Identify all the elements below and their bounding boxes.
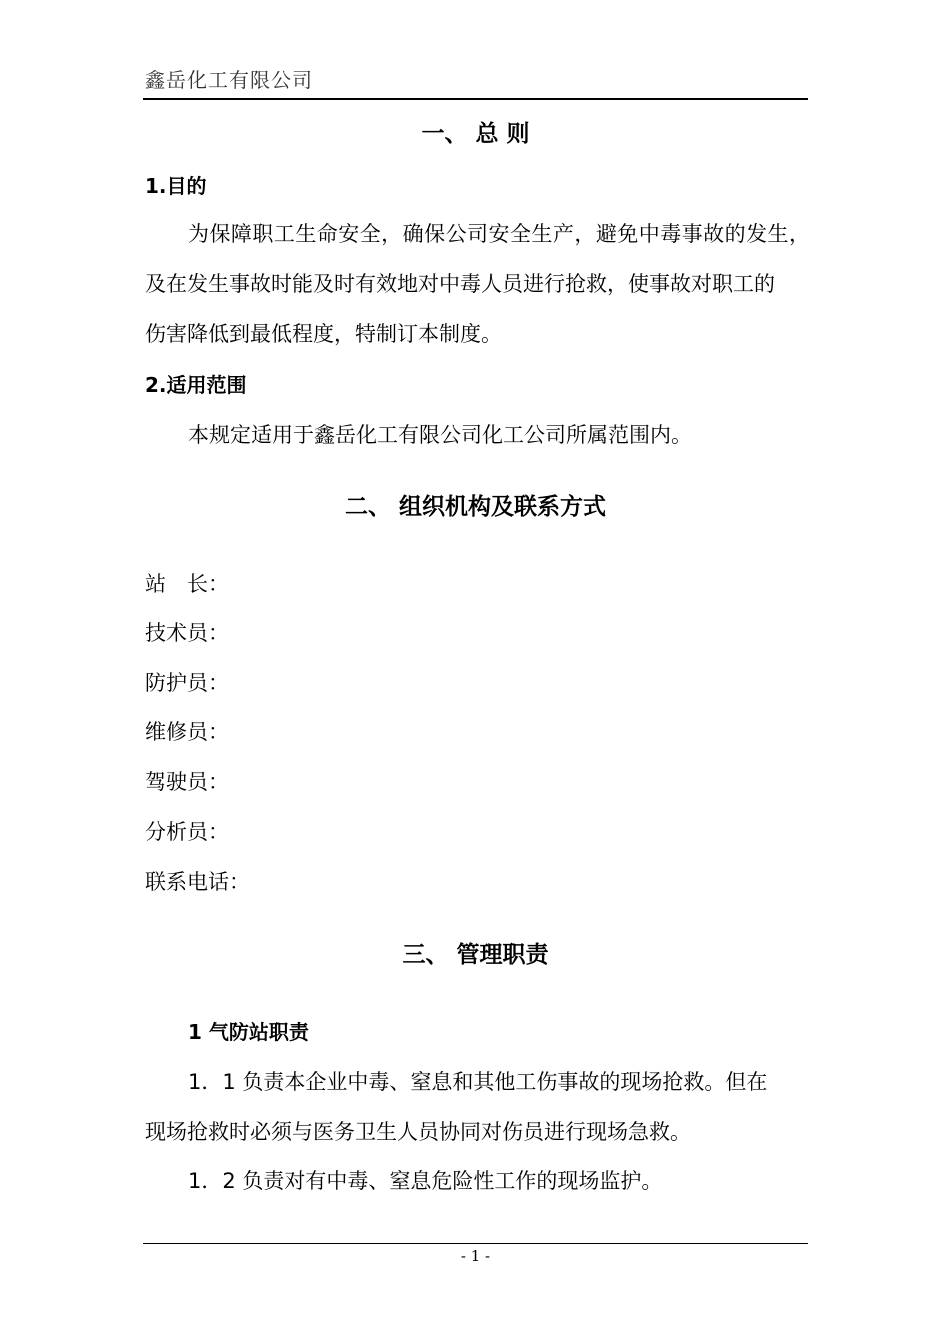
field-analyst: 分析员： [145,820,229,844]
gas-defense-heading: 1 气防站职责 [188,1020,309,1044]
field-protector: 防护员： [145,671,229,695]
scope-text: 本规定适用于鑫岳化工有限公司化工公司所属范围内。 [188,423,692,447]
scope-heading: 2.适用范围 [145,373,247,397]
item-1-2: 1．2 负责对有中毒、窒息危险性工作的现场监护。 [188,1169,663,1193]
header-divider [143,98,808,100]
item-1-1-line-2: 现场抢救时必须与医务卫生人员协同对伤员进行现场急救。 [145,1120,691,1144]
field-phone: 联系电话： [145,870,250,894]
purpose-heading: 1.目的 [145,174,207,198]
page-number: - 1 - [460,1247,491,1265]
section-title-organization: 二、 组织机构及联系方式 [344,494,606,520]
item-1-1-line-1: 1．1 负责本企业中毒、窒息和其他工伤事故的现场抢救。但在 [188,1070,768,1094]
section-title-management: 三、 管理职责 [402,942,549,968]
field-station-chief: 站 长： [145,572,229,596]
page-header-company: 鑫岳化工有限公司 [145,68,313,92]
purpose-line-1: 为保障职工生命安全，确保公司安全生产，避免中毒事故的发生， [188,222,810,246]
field-technician: 技术员： [145,621,229,645]
purpose-line-2: 及在发生事故时能及时有效地对中毒人员进行抢救，使事故对职工的 [145,272,775,296]
purpose-line-3: 伤害降低到最低程度，特制订本制度。 [145,322,502,346]
footer-divider [143,1243,808,1244]
section-title-general: 一、 总 则 [421,121,530,147]
field-maintenance: 维修员： [145,720,229,744]
field-driver: 驾驶员： [145,770,229,794]
